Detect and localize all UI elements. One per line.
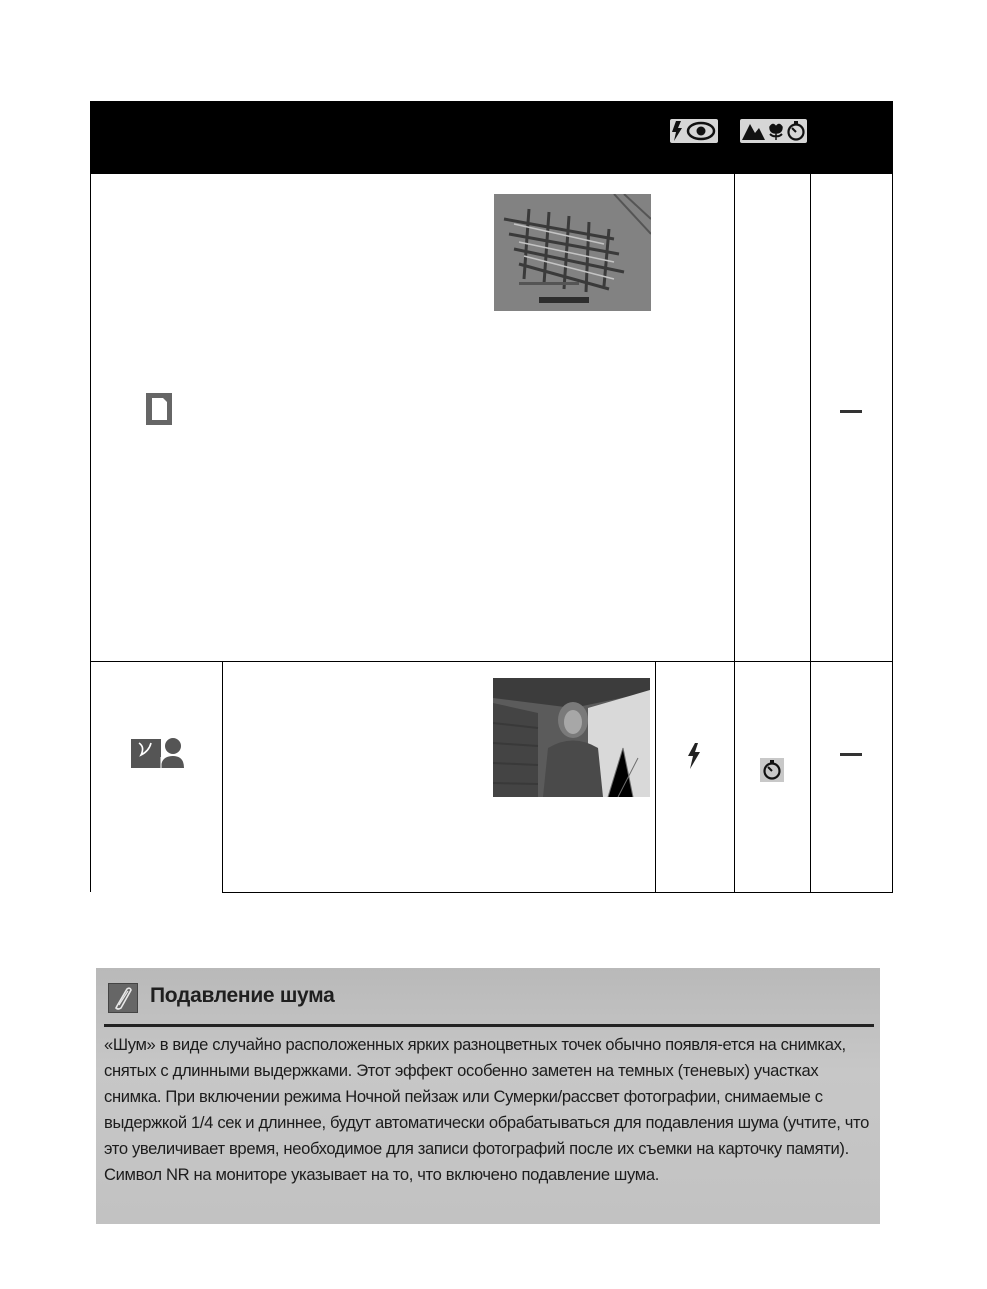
- city-map-photo: [494, 194, 651, 311]
- row2-empty-dash: [840, 753, 862, 756]
- pencil-note-icon: [108, 983, 138, 1013]
- woman-porch-photo: [493, 678, 650, 797]
- noise-reduction-note: [96, 968, 880, 1224]
- table-row2-divider-b: [655, 661, 656, 893]
- note-title: Подавление шума: [150, 984, 335, 1007]
- flash-icon: [686, 743, 702, 769]
- table-row2-divider-a: [222, 661, 223, 893]
- note-body: «Шум» в виде случайно расположенных ярких разноцветных точек обычно появля-ется на снимках, снятых с длинными выдержками. Этот эффект особенно заметен на темных (теневых) участках снимка. При включении режима Ночной пейзаж или Сумерки/рассвет фотографии, снимаемые с выдержкой 1/4 сек и длиннее, будут автоматически обрабатываться для подавления шума (учтите, что это увеличивает время, необходимое для записи фотографий после их съемки на карточку памяти). Символ NR на мониторе указывает на то, что включено подавление шума.: [104, 1035, 869, 1184]
- table-header: [90, 101, 893, 174]
- table-bottom-border: [222, 892, 893, 893]
- self-timer-icon: [760, 758, 784, 782]
- note-divider: [104, 1024, 874, 1027]
- row1-empty-dash: [840, 410, 862, 413]
- table-col-divider-2: [810, 174, 811, 893]
- table-border-left: [90, 174, 91, 892]
- night-portrait-icon: [131, 737, 184, 768]
- table-row-divider: [90, 661, 893, 662]
- table-border-right: [892, 174, 893, 893]
- landscape-macro-selftimer-icon: [740, 119, 807, 143]
- table-col-divider-1: [734, 174, 735, 893]
- flash-redeye-icon: [670, 119, 718, 143]
- document-icon: [146, 393, 172, 425]
